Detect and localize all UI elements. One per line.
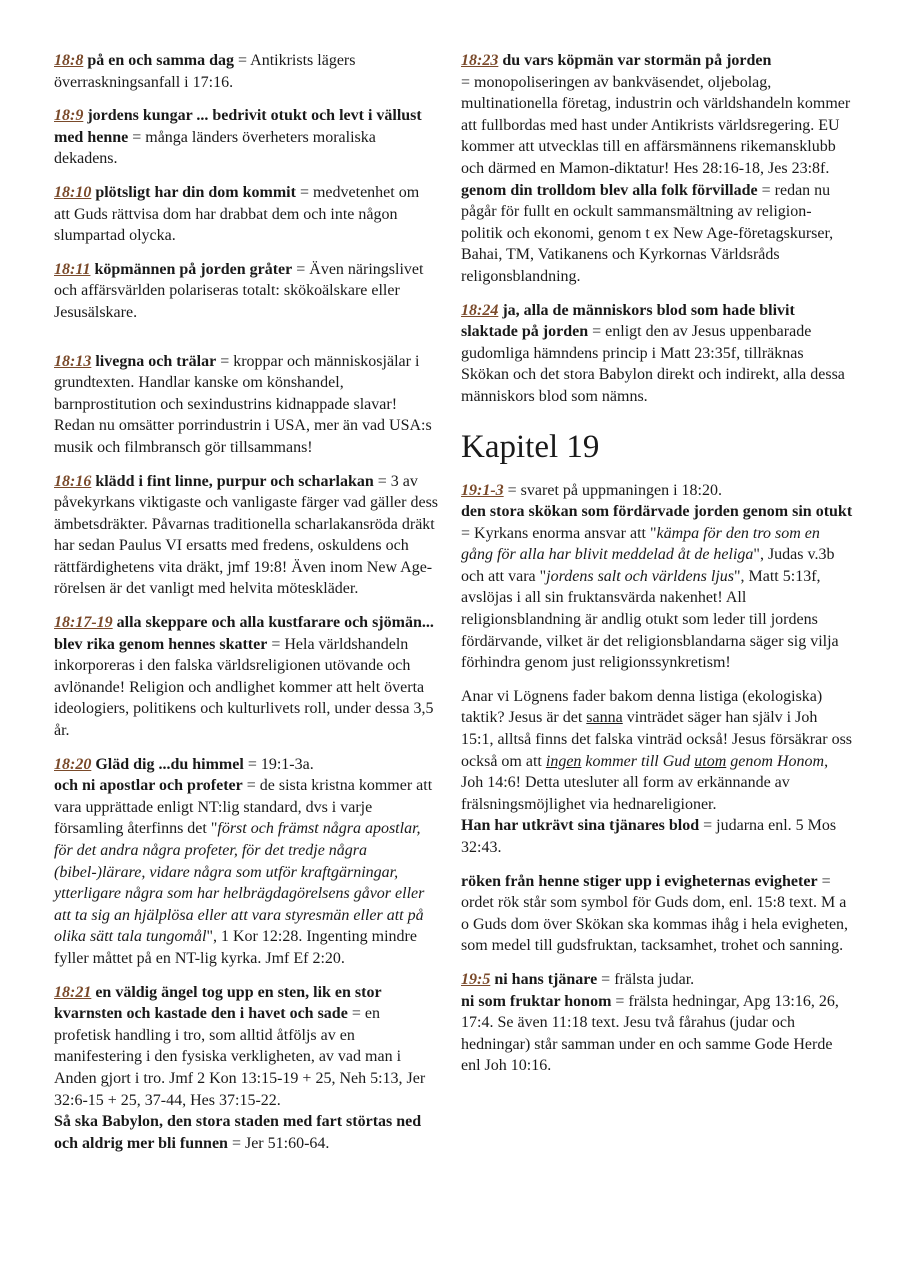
verse-quote: ja, alla de människors blod som hade blivit slaktade på jorden (461, 301, 795, 341)
quoted-scripture: kommer till Gud (581, 752, 695, 770)
verse-ref: 18:10 (54, 183, 92, 201)
underlined-word: sanna (586, 709, 623, 727)
commentary: ", Judas v.3b och att vara " (461, 546, 835, 585)
commentary: = medvetenhet om att Guds rättvisa dom har drabbat dem och inte någon slumpartad olycka. (54, 183, 420, 245)
note-18-24 (461, 300, 853, 408)
quoted-scripture: först och främst några apostlar, för det andra några profeter, för det tredje några (bibel-)lärare, vidare några som utför kraftgärningar, ytterligare några som har helbrägdagörelsens gåvor eller att ta sig an hjälplösa eller att vara styresmän eller att på olika sätt tala tungomål (54, 820, 425, 946)
commentary: = frälsta judar. (597, 970, 695, 988)
verse-quote: en väldig ängel tog upp en sten, lik en stor kvarnsten och kastade den i havet och sade (54, 983, 382, 1023)
verse-quote: ni som fruktar honom (461, 992, 612, 1010)
body-text: , Joh 14:6! Detta utesluter all form av erkännande av frälsningsmöjlighet via hednareligioner. (461, 752, 829, 813)
verse-quote: ni hans tjänare (494, 970, 598, 988)
verse-quote: livegna och trälar (95, 352, 217, 370)
commentary: = ordet rök står som symbol för Guds dom, enl. 15:8 text. M a o Guds dom över Skökan ska kommas ihåg i hela evigheten, som medel till gudsfruktan, tacksamhet, trohet och sanning. (461, 872, 849, 955)
verse-quote: Han har utkrävt sina tjänares blod (461, 817, 700, 835)
verse-quote: köpmännen på jorden gråter (94, 260, 293, 278)
note-19-5 (461, 969, 853, 1077)
commentary: = många länders överheters moraliska dekadens. (54, 128, 376, 168)
verse-quote: den stora skökan som fördärvade jorden genom sin otukt (461, 503, 853, 521)
paragraph-false-vine (461, 686, 853, 859)
verse-ref: 19:1-3 (461, 481, 504, 499)
verse-ref: 18:13 (54, 352, 92, 370)
note-18-23 (461, 50, 853, 288)
commentary: = 3 av påvekyrkans viktigaste och vanligaste färger vad gäller dess ämbetsdräkter. Påvarnas traditionella scharlakansröda dräkt har sedan Paulus VI ersatts med fredens, oskuldens och rättfärdighetens vita dräkt, jmf 19:8! Även inom New Age-rörelsen är det vanligt med helvita möteskläder. (54, 472, 439, 598)
verse-ref: 18:20 (54, 755, 92, 773)
verse-ref: 18:8 (54, 52, 84, 69)
verse-ref: 18:9 (54, 107, 84, 125)
right-column (461, 50, 853, 1089)
commentary: = monopoliseringen av bankväsendet, oljebolag, multinationella företag, industrin och världshandeln kommer att fullbordas med hast under Antikrists världsregering. EU kommer att utvecklas till en affärsmännens rikemansklubb och därmed en Mamon-diktatur! Hes 28:16-18, Jes 23:8f. (461, 73, 851, 177)
body-text: = judarna enl. 5 Mos 32:43. (461, 817, 837, 856)
verse-quote: jordens kungar ... bedrivit otukt och levt i vällust med henne (54, 107, 422, 146)
verse-quote: på en och samma dag (87, 52, 235, 69)
commentary: = Hela världshandeln inkorporeras i den falska världsreligionen utövande och avlönande! Religion och andlighet kommer att helt överta ideologiers, politikens och kulturlivets roll, under dessa 3,5 år. (54, 635, 434, 740)
commentary: = svaret på uppmaningen i 18:20. (503, 481, 722, 499)
verse-quote: alla skeppare och alla kustfarare och sjömän... blev rika genom hennes skatter (54, 614, 434, 653)
commentary: = en profetisk handling i tro, som alltid åtföljs av en manifestering i den fysiska verkligheten, av vad man i Anden gjort i tro. Jmf 2 Kon 13:15-19 + 25, Neh 5:13, Jer 32:6-15 + 25, 37-44, Hes 37:15-22. (54, 1005, 426, 1109)
verse-quote: genom din trolldom blev alla folk förvillade (461, 181, 758, 199)
commentary: = kroppar och människosjälar i grundtexten. Handlar kanske om könshandel, barnprostitution och sexindustrins kidnappade slavar! Redan nu omsätter porrindustrin i USA, mer än vad USA:s musik och filmbransch gör tillsammans! (54, 352, 432, 456)
verse-ref: 18:24 (461, 301, 499, 319)
verse-quote: och ni apostlar och profeter (54, 777, 243, 795)
chapter-heading: Kapitel 19 (461, 428, 600, 465)
verse-quote: plötsligt har din dom kommit (95, 183, 296, 201)
verse-ref: 19:5 (461, 970, 491, 988)
verse-quote: Gläd dig ...du himmel (95, 755, 244, 773)
note-18-13 (54, 351, 438, 459)
commentary: ", Matt 5:13f, avslöjas i all sin fruktansvärda nakenhet! All religionsblandning är andlig otukt som leder till jordens fördärvande, vilket är det religionsblandarna säger sig vilja förhindra genom just religionssynkretism! (461, 567, 839, 672)
note-18-17-19 (54, 612, 438, 742)
commentary: = Antikrists lägers överraskningsanfall i 17:16. (54, 52, 356, 91)
note-18-9 (54, 105, 438, 170)
note-18-11 (54, 259, 438, 324)
commentary: = frälsta hedningar, Apg 13:16, 26, 17:4. Se även 11:18 text. Jesu två fårahus (judar och hedningar) står samman under en och samme Gode Herde enl Joh 10:16. (461, 992, 839, 1075)
commentary: = Även näringslivet och affärsvärlden polariseras totalt: skökoälskare eller Jesusälskare. (54, 260, 424, 321)
note-18-21 (54, 982, 438, 1155)
verse-quote: röken från henne stiger upp i evigheternas evigheter (461, 872, 818, 890)
spacer (54, 336, 438, 351)
note-18-10 (54, 182, 438, 247)
commentary: = Jer 51:60-64. (227, 1134, 330, 1152)
commentary: = de sista kristna kommer att vara upprättade enligt NT:lig standard, dvs i varje församling återfinns det " (54, 777, 433, 838)
commentary: = 19:1-3a. (243, 755, 314, 773)
verse-quote: Så ska Babylon, den stora staden med fart störtas ned och aldrig mer bli funnen (54, 1113, 422, 1152)
quoted-scripture: kämpa för den tro som en gång för alla har blivit meddelad åt de heliga (461, 524, 820, 564)
body-text: vinträdet säger han själv i Joh 15:1, alltså finns det falska vinträd också! Jesus försäkrar oss också om att (461, 709, 853, 770)
verse-ref: 18:17-19 (54, 614, 113, 632)
note-18-16 (54, 471, 438, 601)
quoted-scripture: genom Honom (726, 752, 825, 770)
quoted-scripture: jordens salt och världens ljus (546, 567, 734, 585)
commentary: = enligt den av Jesus uppenbarade gudomliga hämndens princip i Matt 23:35f, tillräknas Skökan och det stora Babylon direkt och indirekt, alla dessa människors blod som nämns. (461, 323, 845, 405)
verse-ref: 18:21 (54, 983, 92, 1001)
verse-quote: du vars köpmän var stormän på jorden (502, 52, 772, 69)
note-18-20 (54, 754, 438, 970)
underlined-word: ingen (545, 752, 582, 770)
verse-quote: klädd i fint linne, purpur och scharlakan (95, 472, 374, 490)
commentary: = Kyrkans enorma ansvar att " (461, 524, 657, 542)
note-18-8 (54, 50, 438, 93)
verse-ref: 18:11 (54, 260, 91, 278)
verse-ref: 18:23 (461, 52, 499, 69)
commentary: = redan nu pågår för fullt en ockult sammansmältning av religion-politik och ekonomi, genom t ex New Age-företagskurser, Bahai, TM, Vatikanens och Kyrkornas Världsråds religonsblandning. (461, 181, 834, 285)
underlined-word: utom (694, 752, 727, 770)
left-column (54, 50, 438, 1166)
note-19-1-3 (461, 480, 853, 674)
body-text: Anar vi Lögnens fader bakom denna listiga (ekologiska) taktik? Jesus är det (461, 687, 823, 727)
note-smoke (461, 871, 853, 957)
commentary: ", 1 Kor 12:28. Ingenting mindre fyller måttet på en NT-lig kyrka. Jmf Ef 2:20. (54, 928, 417, 967)
verse-ref: 18:16 (54, 472, 92, 490)
